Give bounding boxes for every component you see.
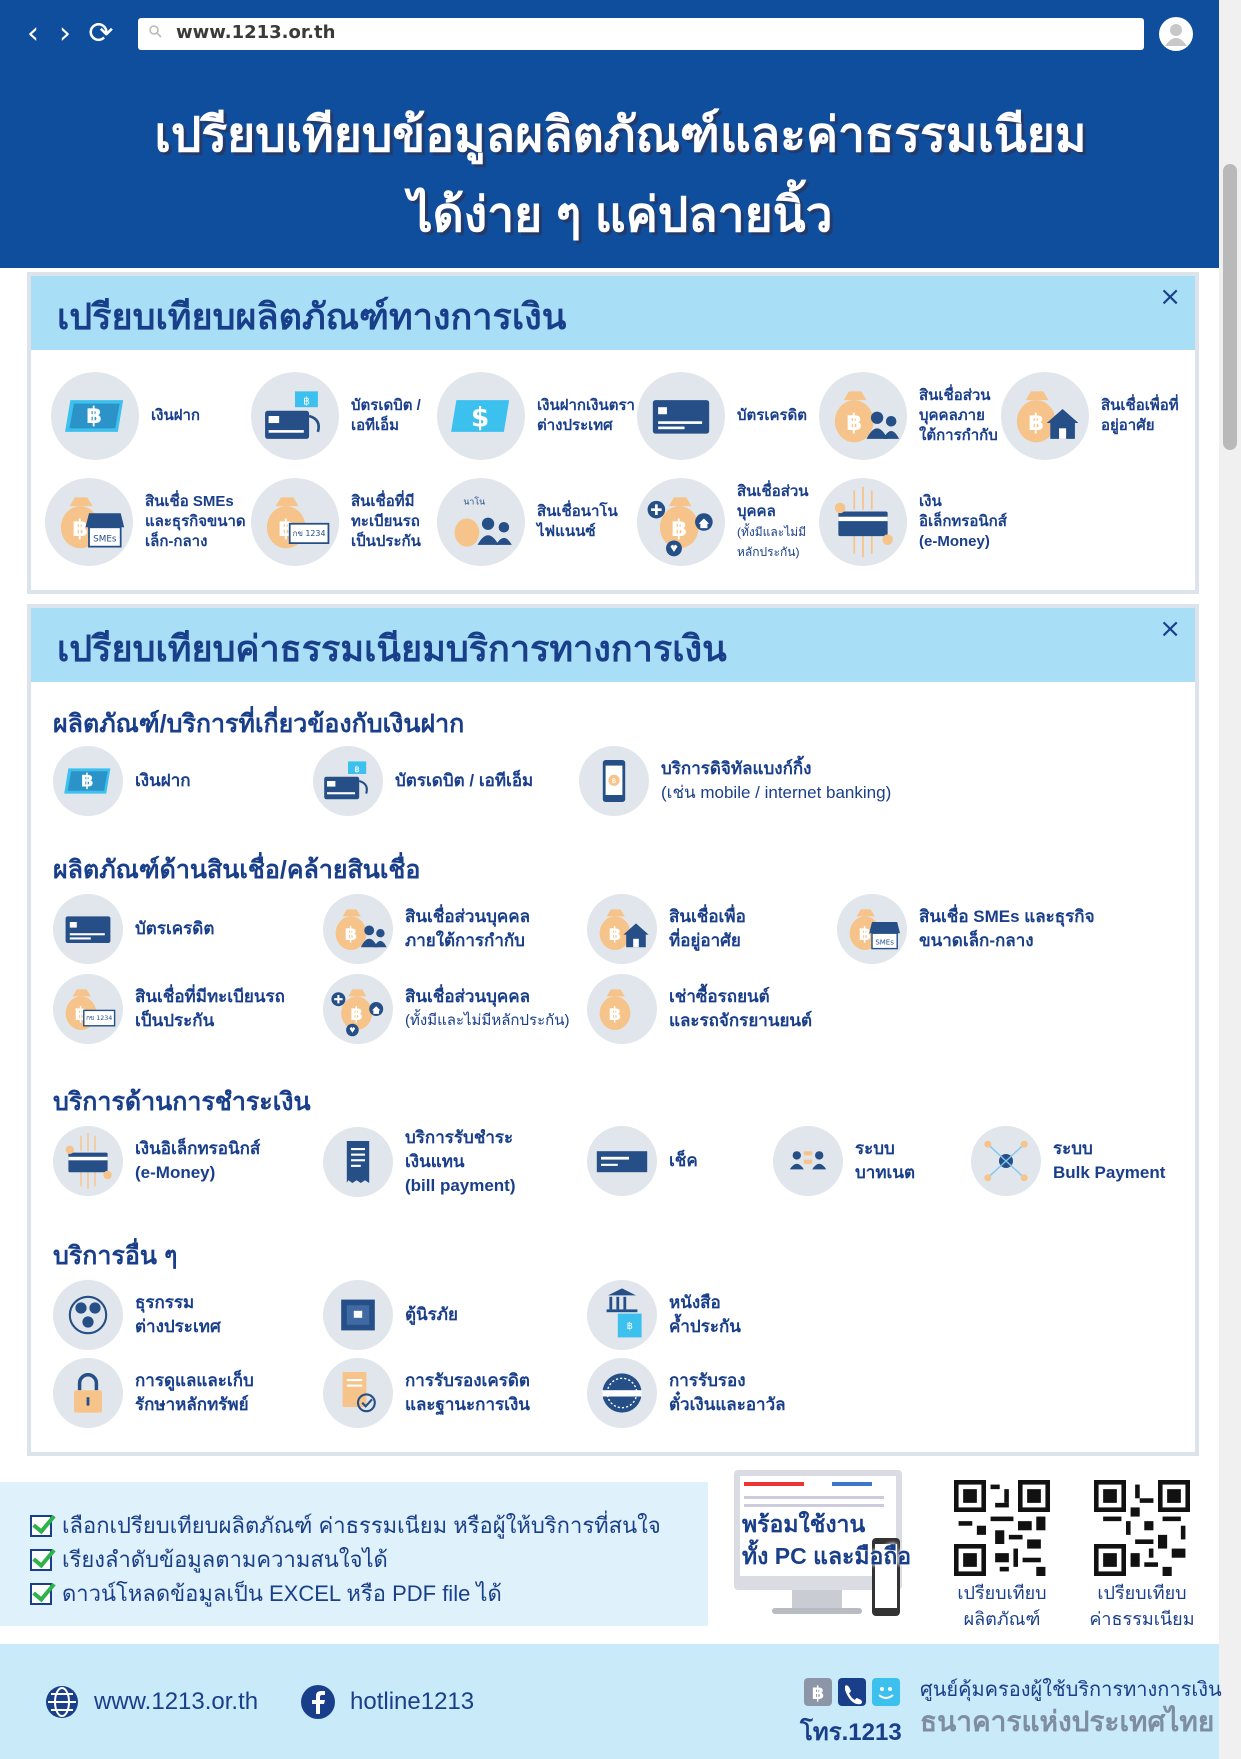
products-panel-header [31, 276, 1195, 350]
hotline-logo-text [800, 1712, 902, 1751]
fee-sme-loan[interactable] [837, 894, 1095, 964]
product-label: สินเชื่อส่วนบุคคลภายใต้การกำกับ [919, 387, 998, 444]
fee-label: เงินอิเล็กทรอนิกส์ [135, 1139, 261, 1158]
fee-label: สินเชื่อเพื่อ [669, 907, 746, 926]
checkmark-icon [30, 1583, 52, 1605]
fee-label: ที่อยู่อาศัย [669, 931, 741, 950]
section-title-payment: บริการด้านการชำระเงิน [53, 1088, 311, 1116]
product-label: สินเชื่อที่มีทะเบียนรถเป็นประกัน [351, 493, 421, 550]
bulk-payment-icon [971, 1126, 1041, 1196]
org-line1: ศูนย์คุ้มครองผู้ใช้บริการทางการเงิน [920, 1679, 1222, 1701]
fee-cheque[interactable] [587, 1126, 698, 1196]
product-label: เงินอิเล็กทรอนิกส์ [919, 493, 1007, 530]
address-bar[interactable] [138, 18, 1144, 50]
fee-label: ขนาดเล็ก-กลาง [919, 931, 1034, 950]
fee-label: เช็ค [669, 1151, 698, 1170]
feature-text: เรียงลำดับข้อมูลตามความสนใจได้ [62, 1547, 388, 1572]
e-money-icon [819, 478, 907, 566]
qr-caption-line: เปรียบเทียบ [1097, 1583, 1187, 1603]
fee-label: เป็นประกัน [135, 1011, 215, 1030]
forward-icon[interactable]: › [59, 16, 71, 51]
deposit-icon [51, 372, 139, 460]
product-debit[interactable] [251, 372, 445, 460]
fee-label: (bill payment) [405, 1176, 516, 1195]
account-icon[interactable] [1158, 16, 1194, 52]
debit-card-icon [251, 372, 339, 460]
fee-label: ภายใต้การกำกับ [405, 931, 525, 950]
qr-caption-products [932, 1580, 1072, 1632]
fee-credit-card[interactable] [53, 894, 214, 964]
fee-label: สินเชื่อส่วนบุคคล [405, 987, 531, 1006]
search-icon [148, 24, 162, 38]
products-panel [27, 272, 1199, 594]
qr-caption-line: ค่าธรรมเนียม [1089, 1609, 1195, 1629]
safe-icon [323, 1280, 393, 1350]
fee-label: ธุรกรรม [135, 1293, 195, 1312]
ready-line2: ทั้ง PC และมือถือ [742, 1543, 912, 1569]
personal-loan-secured-icon [637, 478, 725, 566]
bahtnet-icon [773, 1126, 843, 1196]
feature-item [30, 1576, 502, 1611]
home-loan-icon [587, 894, 657, 964]
fee-label: (e-Money) [135, 1163, 216, 1182]
certificate-icon [323, 1358, 393, 1428]
fee-car-title-loan[interactable] [53, 974, 285, 1044]
fee-label: รักษาหลักทรัพย์ [135, 1395, 249, 1414]
qr-caption-fees [1072, 1580, 1212, 1632]
product-e-money[interactable] [819, 478, 1019, 566]
product-sublabel: (ทั้งมีและไม่มีหลักประกัน) [737, 525, 807, 559]
sme-loan-icon [837, 894, 907, 964]
home-loan-icon [1001, 372, 1089, 460]
fee-label: เช่าซื้อรถยนต์ [669, 987, 770, 1006]
globe-icon [44, 1684, 80, 1720]
hotline-text: โทร.1213 [800, 1719, 902, 1746]
fee-personal-loan-secured[interactable] [323, 974, 569, 1044]
feature-item [30, 1508, 661, 1543]
feature-text: ดาวน์โหลดข้อมูลเป็น EXCEL หรือ PDF file ได้ [62, 1581, 502, 1606]
fee-label: สินเชื่อส่วนบุคคล [405, 907, 531, 926]
product-label: สินเชื่อนาโนไฟแนนซ์ [537, 503, 618, 540]
page-title-line2: ได้ง่าย ๆ แค่ปลายนิ้ว [408, 189, 833, 242]
fees-panel [27, 604, 1199, 1456]
svg-text:฿: ฿ [811, 1683, 825, 1704]
checkmark-icon [30, 1549, 52, 1571]
checkmark-icon [30, 1515, 52, 1537]
personal-loan-icon [819, 372, 907, 460]
fee-home-loan[interactable] [587, 894, 746, 964]
product-sme-loan[interactable] [45, 478, 255, 566]
product-car-title-loan[interactable] [251, 478, 441, 566]
fee-sublabel: (เช่น mobile / internet banking) [661, 783, 892, 802]
facebook-icon [300, 1684, 336, 1720]
fee-label: ตั๋วเงินและอาวัล [669, 1395, 786, 1414]
product-sublabel: (e-Money) [919, 533, 990, 550]
product-label: บัตรเครดิต [737, 407, 808, 424]
feature-item [30, 1542, 388, 1577]
product-label: สินเชื่อเพื่อที่อยู่อาศัย [1101, 397, 1179, 434]
page-title [0, 96, 1241, 256]
foreign-deposit-icon [437, 372, 525, 460]
products-panel-title: เปรียบเทียบผลิตภัณฑ์ทางการเงิน [57, 296, 567, 337]
fee-label: บริการดิจิทัลแบงก์กิ้ง [661, 759, 812, 778]
fee-label: ตู้นิรภัย [405, 1305, 458, 1324]
fee-label: ค้ำประกัน [669, 1317, 741, 1336]
mobile-banking-icon [579, 746, 649, 816]
cheque-icon [587, 1126, 657, 1196]
product-label: เงินฝาก [151, 407, 200, 424]
fee-label: บัตรเดบิต / เอทีเอ็ม [395, 771, 534, 790]
section-title-other: บริการอื่น ๆ [53, 1242, 178, 1270]
product-nano-finance[interactable] [437, 478, 637, 566]
section-title-credit: ผลิตภัณฑ์ด้านสินเชื่อ/คล้ายสินเชื่อ [53, 856, 421, 884]
fee-label: และฐานะการเงิน [405, 1395, 530, 1414]
qr-code-fees[interactable] [1094, 1480, 1190, 1576]
section-title-deposit: ผลิตภัณฑ์/บริการที่เกี่ยวข้องกับเงินฝาก [53, 710, 465, 738]
fee-foreign-transaction[interactable] [53, 1280, 221, 1350]
product-credit-card[interactable] [637, 372, 807, 460]
facebook-link[interactable] [300, 1684, 474, 1720]
feature-text: เลือกเปรียบเทียบผลิตภัณฑ์ ค่าธรรมเนียม หรือผู้ให้บริการที่สนใจ [62, 1513, 661, 1538]
product-label: สินเชื่อส่วนบุคคล [737, 483, 809, 520]
fee-custody[interactable] [53, 1358, 254, 1428]
nano-finance-icon [437, 478, 525, 566]
fee-label: การดูแลและเก็บ [135, 1371, 254, 1390]
qr-caption-line: เปรียบเทียบ [957, 1583, 1047, 1603]
personal-loan-icon [323, 894, 393, 964]
fee-sublabel: (ทั้งมีและไม่มีหลักประกัน) [405, 1012, 570, 1029]
fee-label: การรับรองเครดิต [405, 1371, 530, 1390]
website-text: www.1213.or.th [94, 1688, 259, 1715]
qr-code-products[interactable] [954, 1480, 1050, 1576]
fee-letter-of-guarantee[interactable] [587, 1280, 741, 1350]
ready-badge [742, 1508, 911, 1572]
fee-label: เงินฝาก [135, 771, 191, 790]
organization-name [920, 1676, 1222, 1740]
fee-e-money[interactable] [53, 1126, 260, 1196]
fee-bulk-payment[interactable] [971, 1126, 1165, 1196]
fee-personal-loan[interactable] [323, 894, 530, 964]
fee-label: บาทเนต [855, 1163, 916, 1182]
debit-card-icon [313, 746, 383, 816]
fee-bahtnet[interactable] [773, 1126, 915, 1196]
sme-loan-icon [45, 478, 133, 566]
fee-debit[interactable] [313, 746, 533, 816]
scrollbar-thumb[interactable] [1223, 164, 1237, 450]
reload-icon[interactable]: ⟳ [88, 16, 114, 51]
back-icon[interactable]: ‹ [27, 16, 39, 51]
product-personal-loan[interactable] [819, 372, 999, 460]
product-label: บัตรเดบิต / เอทีเอ็ม [351, 397, 421, 434]
fee-label: บัตรเครดิต [135, 919, 215, 938]
car-title-loan-icon [53, 974, 123, 1044]
product-deposit[interactable] [51, 372, 200, 460]
bill-icon [323, 1127, 393, 1197]
product-home-loan[interactable] [1001, 372, 1189, 460]
fee-label: และรถจักรยานยนต์ [669, 1011, 813, 1030]
fee-label: ระบบ [855, 1139, 895, 1158]
fees-panel-header [31, 608, 1195, 682]
fee-bill-endorsement[interactable] [587, 1358, 786, 1428]
fee-label: ระบบ [1053, 1139, 1093, 1158]
org-line2: ธนาคารแห่งประเทศไทย [920, 1706, 1215, 1737]
deposit-icon [53, 746, 123, 816]
vehicle-loan-icon [587, 974, 657, 1044]
close-icon[interactable]: × [1159, 282, 1181, 312]
personal-loan-secured-icon [323, 974, 393, 1044]
fee-label: การรับรอง [669, 1371, 746, 1390]
fee-label: ต่างประเทศ [135, 1317, 221, 1336]
qr-caption-line: ผลิตภัณฑ์ [963, 1609, 1041, 1629]
fee-label: เงินแทน [405, 1152, 465, 1171]
product-label: เงินฝากเงินตราต่างประเทศ [537, 397, 635, 434]
product-foreign-deposit[interactable] [437, 372, 647, 460]
credit-card-icon [637, 372, 725, 460]
product-label: สินเชื่อ SMEs และธุรกิจขนาดเล็ก-กลาง [145, 493, 246, 550]
fee-digital-banking[interactable] [579, 746, 891, 816]
fee-label: บริการรับชำระ [405, 1128, 514, 1147]
fee-label: Bulk Payment [1053, 1163, 1166, 1182]
fee-hire-purchase[interactable] [587, 974, 812, 1044]
currency-exchange-icon [53, 1280, 123, 1350]
e-money-icon [53, 1126, 123, 1196]
lock-icon [53, 1358, 123, 1428]
fee-label: สินเชื่อ SMEs และธุรกิจ [919, 907, 1095, 926]
fee-safe-deposit-box[interactable] [323, 1280, 458, 1350]
car-title-loan-icon [251, 478, 339, 566]
credit-card-icon [53, 894, 123, 964]
fee-credit-certificate[interactable] [323, 1358, 530, 1428]
facebook-text: hotline1213 [350, 1688, 475, 1715]
fees-panel-title: เปรียบเทียบค่าธรรมเนียมบริการทางการเงิน [57, 628, 727, 669]
fee-bill-payment[interactable] [323, 1126, 516, 1198]
fee-deposit[interactable] [53, 746, 191, 816]
ready-line1: พร้อมใช้งาน [742, 1511, 866, 1537]
website-link[interactable] [44, 1684, 258, 1720]
page-title-line1: เปรียบเทียบข้อมูลผลิตภัณฑ์และค่าธรรมเนียม [154, 109, 1087, 162]
fee-label: สินเชื่อที่มีทะเบียนรถ [135, 987, 285, 1006]
bank-guarantee-icon [587, 1280, 657, 1350]
close-icon[interactable]: × [1159, 614, 1181, 644]
fee-label: หนังสือ [669, 1293, 721, 1312]
stamp-icon [587, 1358, 657, 1428]
product-personal-loan-secured[interactable] [637, 478, 817, 566]
url-text: www.1213.or.th [176, 22, 336, 43]
